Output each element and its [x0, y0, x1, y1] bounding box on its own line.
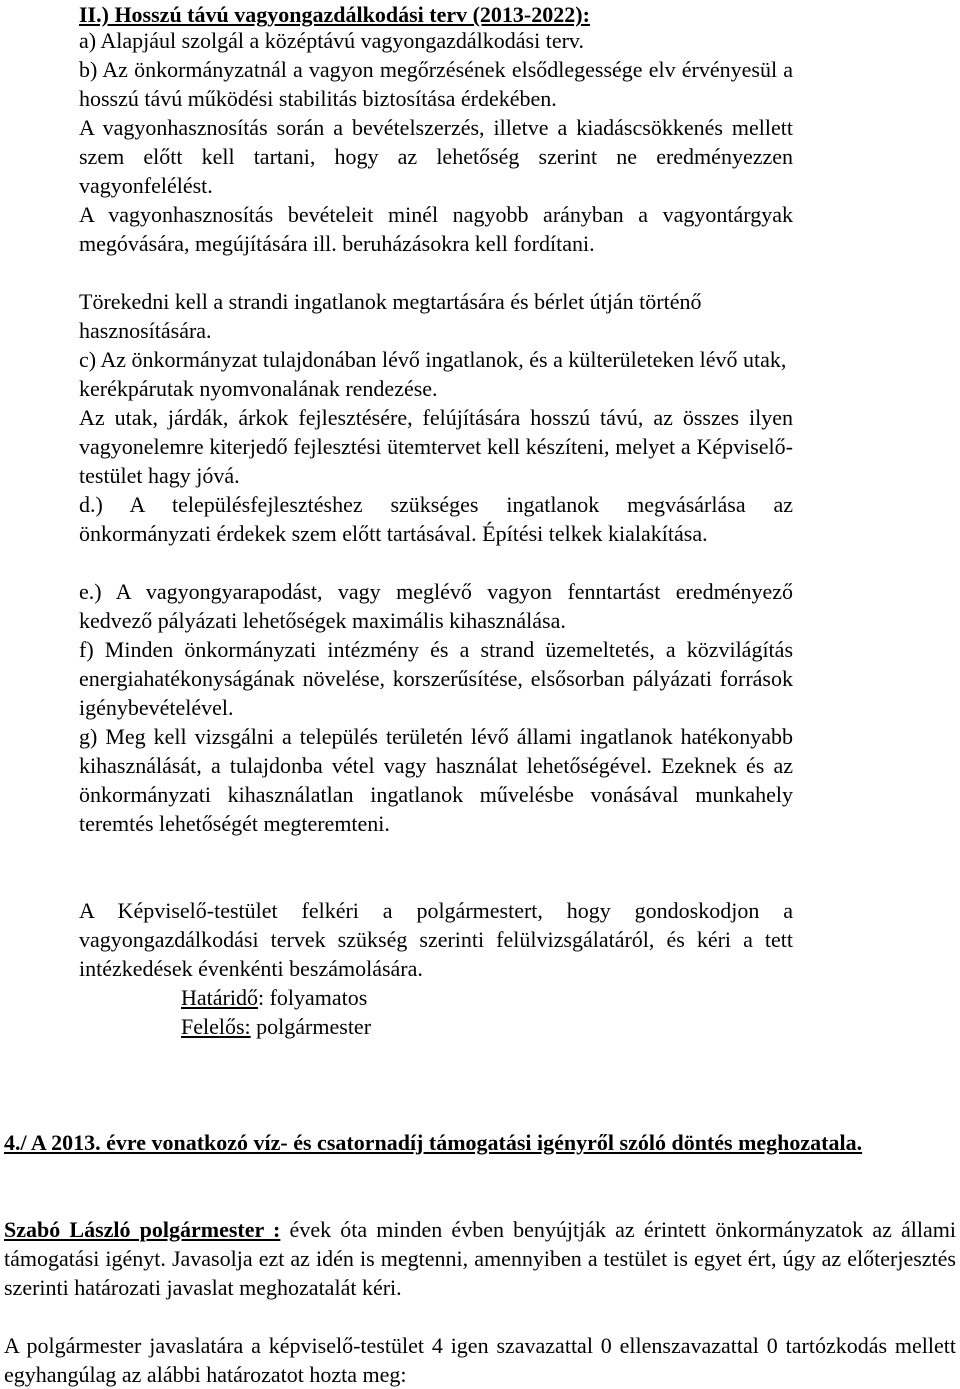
item-g-text: g) Meg kell vizsgálni a település területén lévő állami ingatlanok hatékonyabb kihasználását, a tulajdonba vétel vagy használat lehetőségével. Ezeknek és az önkormányzati kihasználatlan ingatlanok művelésbe vonásával munkahely teremtés lehetőségét megteremteni. — [79, 724, 793, 837]
item-f — [79, 635, 793, 722]
item-c-text: Az utak, járdák, árkok fejlesztésére, felújítására hosszú távú, az összes ilyen vagyonelemre kiterjedő fejlesztési ütemtervet kell készíteni, melyet a Képviselő-testület hagy jóvá. — [79, 405, 793, 489]
item-b-paragraph-4 — [79, 287, 793, 345]
item-e — [79, 577, 793, 635]
item-b-paragraph-1 — [79, 55, 793, 113]
item-b-paragraph-2 — [79, 113, 793, 200]
item-g — [79, 722, 793, 838]
item-b-paragraph-3 — [79, 200, 793, 258]
agenda-title — [4, 1128, 956, 1157]
responsible-line — [181, 1012, 781, 1041]
item-d-text: d.) A településfejlesztéshez szükséges ingatlanok megvásárlása az önkormányzati érdekek szem előtt tartásával. Építési telkek kialakítása. — [79, 492, 793, 547]
vote-text: A polgármester javaslatára a képviselő-testület 4 igen szavazattal 0 ellenszavazattal 0 tartózkodás mellett egyhangúlag az alábbi határozatot hozta meg: — [4, 1333, 956, 1388]
responsible-value: polgármester — [250, 1014, 372, 1039]
item-b-text: A vagyonhasznosítás során a bevételszerzés, illetve a kiadáscsökkenés mellett szem előtt kell tartani, hogy az lehetőség szerint ne eredményezzen vagyonfelélést. — [79, 115, 793, 199]
responsible-label: Felelős: — [181, 1014, 251, 1039]
section-title-text: II.) Hosszú távú vagyongazdálkodási terv (2013-2022): — [79, 2, 590, 27]
section-title — [79, 0, 793, 29]
agenda-title-text: 4./ A 2013. évre vonatkozó víz- és csatornadíj támogatási igényről szóló döntés meghozatala. — [4, 1130, 863, 1155]
item-b-text: b) Az önkormányzatnál a vagyon megőrzésének elsődlegessége elv érvényesül a hosszú távú működési stabilitás biztosítása érdekében. — [79, 57, 793, 112]
item-b-text: Törekedni kell a strandi ingatlanok megtartására és bérlet útján történő hasznosítására. — [79, 289, 702, 344]
item-f-text: f) Minden önkormányzati intézmény és a strand üzemeltetés, a közvilágítás energiahatékonyságának növelése, korszerűsítése, elsősorban pályázati források igénybevételével. — [79, 637, 793, 721]
speaker-name: Szabó László polgármester : — [4, 1217, 281, 1242]
speaker-text: évek óta minden évben benyújtják az érintett önkormányzatok az állami támogatási igényt. Javasolja ezt az idén is megtenni, amennyiben a testület is egyet ért, úgy az előterjesztés szerinti határozati javaslat meghozatalát kéri. — [4, 1217, 956, 1301]
request-paragraph — [79, 896, 793, 983]
speaker-paragraph — [4, 1215, 956, 1302]
item-c-paragraph-2 — [79, 403, 793, 490]
item-e-text: e.) A vagyongyarapodást, vagy meglévő vagyon fenntartást eredményező kedvező pályázati lehetőségek maximális kihasználása. — [79, 579, 793, 634]
item-a-text: a) Alapjául szolgál a középtávú vagyongazdálkodási terv. — [79, 28, 585, 53]
deadline-value: : folyamatos — [257, 985, 368, 1010]
item-b-text: A vagyonhasznosítás bevételeit minél nagyobb arányban a vagyontárgyak megóvására, megújítására ill. beruházásokra kell fordítani. — [79, 202, 793, 257]
item-a — [79, 26, 793, 55]
vote-paragraph — [4, 1331, 956, 1389]
item-d — [79, 490, 793, 548]
deadline-line — [181, 983, 781, 1012]
item-c-text: c) Az önkormányzat tulajdonában lévő ingatlanok, és a külterületeken lévő utak, kerékpárutak nyomvonalának rendezése. — [79, 347, 787, 402]
deadline-label: Határidő — [181, 985, 258, 1010]
item-c-paragraph-1 — [79, 345, 793, 403]
request-text: A Képviselő-testület felkéri a polgármestert, hogy gondoskodjon a vagyongazdálkodási tervek szükség szerinti felülvizsgálatáról, és kéri a tett intézkedések évenkénti beszámolására. — [79, 898, 793, 982]
speaker-paragraph-text — [4, 1215, 956, 1302]
